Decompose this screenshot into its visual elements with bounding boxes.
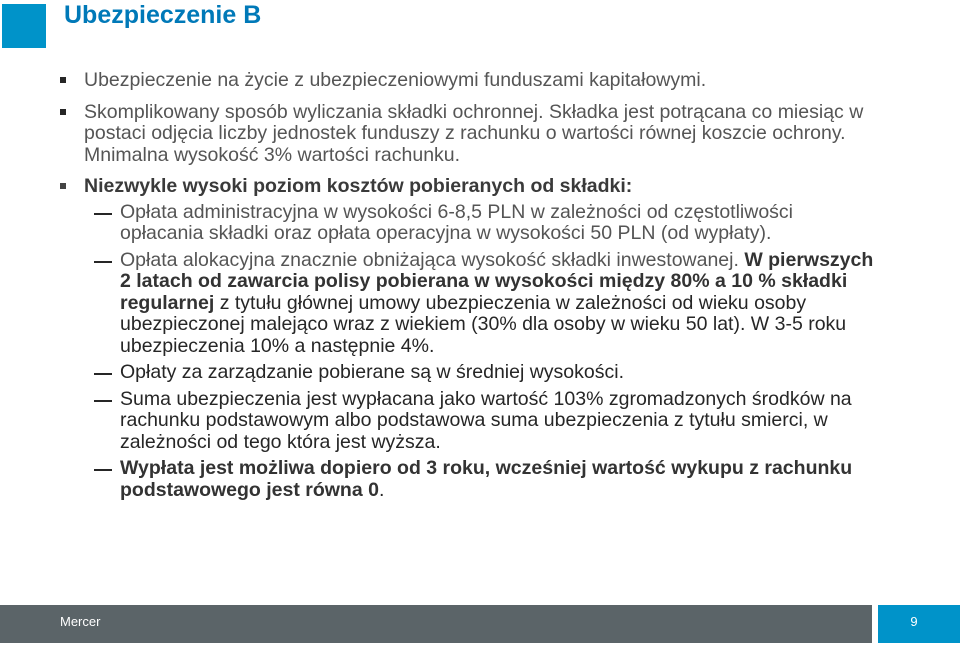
square-bullet-icon xyxy=(60,183,66,189)
sub-bullet-text: . xyxy=(378,478,385,501)
sub-bullet-item xyxy=(60,389,880,454)
sub-bullet-bold-text: W pierwszych 2 latach od zawarcia polisy pobierana w wysokości między 80% a 10 % składki regularnej xyxy=(120,248,874,314)
footer-company: Mercer xyxy=(60,614,101,629)
bullet-heading: Niezwykle wysoki poziom kosztów pobieranych od składki: xyxy=(84,175,633,197)
footer-bar xyxy=(0,605,872,643)
dash-bullet-icon xyxy=(94,373,112,375)
bullet-text: Ubezpieczenie na życie z ubezpieczeniowymi funduszami kapitałowymi. xyxy=(84,69,707,91)
slide-content xyxy=(60,70,880,506)
dash-bullet-icon xyxy=(94,469,112,471)
dash-bullet-icon xyxy=(94,400,112,402)
sub-bullet-text: z tytułu głównej umowy ubezpieczenia w zależności od wieku osoby ubezpieczonej malejąco wraz z wiekiem (30% dla osoby w wieku 50 lat). W 3-5 roku ubezpieczenia 10% a następnie 4%. xyxy=(120,291,847,357)
page-number: 9 xyxy=(910,614,918,629)
dash-bullet-icon xyxy=(94,213,112,215)
sub-bullet-item xyxy=(60,458,880,501)
slide-title: Ubezpieczenie B xyxy=(64,1,262,29)
bullet-item xyxy=(60,176,880,198)
title-accent-square xyxy=(2,4,46,48)
sub-bullet-text: Opłata alokacyjna znacznie obniżająca wysokość składki inwestowanej. xyxy=(120,248,739,271)
sub-bullet-item xyxy=(60,362,880,384)
dash-bullet-icon xyxy=(94,261,112,263)
sub-bullet-item xyxy=(60,202,880,245)
sub-bullet-text: Opłaty za zarządzanie pobierane są w średniej wysokości. xyxy=(120,361,625,383)
sub-bullet-text: Suma ubezpieczenia jest wypłacana jako wartość 103% zgromadzonych środków na rachunku podstawowym albo podstawowa suma ubezpieczenia z tytułu smierci, w zależności od tego która jest wyższa. xyxy=(120,387,852,453)
square-bullet-icon xyxy=(60,77,66,83)
bullet-item xyxy=(60,70,880,92)
bullet-text: Skomplikowany sposób wyliczania składki ochronnej. Składka jest potrącana co miesiąc w postaci odjęcia liczby jednostek funduszy z rachunku o wartości równej koszcie ochrony. Mnimalna wysokość 3% wartości rachunku. xyxy=(84,100,864,166)
sub-bullet-item xyxy=(60,250,880,358)
sub-bullet-bold-text: Wypłata jest możliwa dopiero od 3 roku, wcześniej wartość wykupu z rachunku podstawowego jest równa 0 xyxy=(120,457,853,501)
bullet-item xyxy=(60,102,880,167)
square-bullet-icon xyxy=(60,109,66,115)
sub-bullet-text: Opłata administracyjna w wysokości 6-8,5 PLN w zależności od częstotliwości opłacania składki oraz opłata operacyjna w wysokości 50 PLN (od wypłaty). xyxy=(120,200,794,244)
